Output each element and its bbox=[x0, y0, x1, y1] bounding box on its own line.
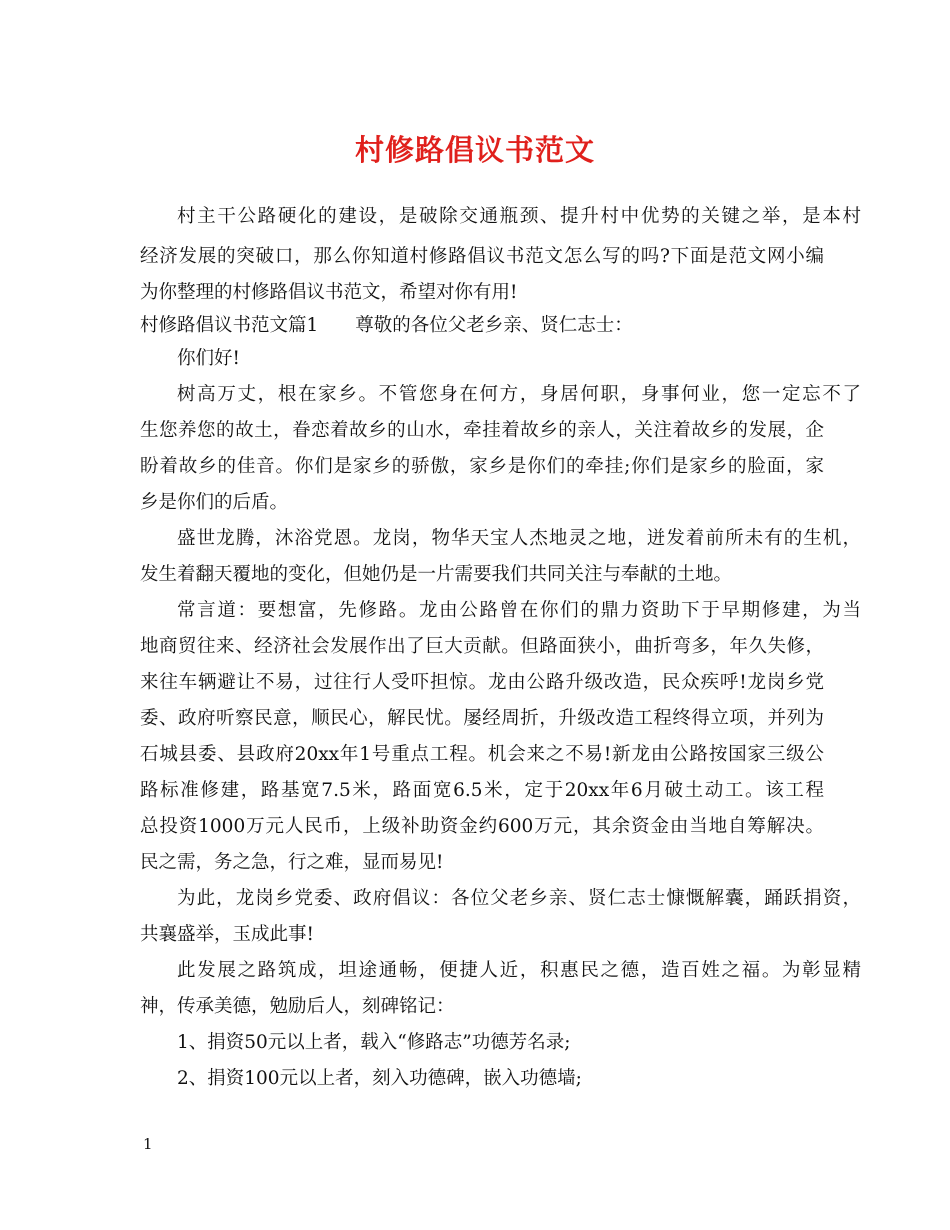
page-number: 1 bbox=[143, 1135, 153, 1153]
paragraph-line: 盛世龙腾，沐浴党恩。龙岗，物华天宝人杰地灵之地，迸发着前所未有的生机， bbox=[177, 528, 861, 549]
paragraph-line: 乡是你们的后盾。 bbox=[140, 492, 289, 513]
paragraph-line: 委、政府听察民意，顺民心，解民忧。屡经周折，升级改造工程终得立项，并列为 bbox=[140, 708, 824, 729]
paragraph-line: 你们好! bbox=[177, 348, 240, 369]
paragraph-line: 总投资1000万元人民币，上级补助资金约600万元，其余资金由当地自筹解决。 bbox=[140, 816, 824, 837]
paragraph-line: 树高万丈，根在家乡。不管您身在何方，身居何职，身事何业，您一定忘不了 bbox=[177, 384, 861, 405]
paragraph-line: 地商贸往来、经济社会发展作出了巨大贡献。但路面狭小，曲折弯多，年久失修， bbox=[140, 636, 824, 657]
paragraph-line: 此发展之路筑成，坦途通畅，便捷人近，积惠民之德，造百姓之福。为彰显精 bbox=[177, 960, 861, 981]
paragraph-line: 为此，龙岗乡党委、政府倡议：各位父老乡亲、贤仁志士慷慨解囊，踊跃捐资， bbox=[177, 888, 861, 909]
paragraph-line: 为你整理的村修路倡议书范文，希望对你有用! bbox=[140, 282, 518, 303]
paragraph-line: 经济发展的突破口，那么你知道村修路倡议书范文怎么写的吗?下面是范文网小编 bbox=[140, 246, 824, 267]
paragraph-line: 民之需，务之急，行之难，显而易见! bbox=[140, 852, 444, 873]
paragraph-line: 常言道：要想富，先修路。龙由公路曾在你们的鼎力资助下于早期修建，为当 bbox=[177, 600, 861, 621]
paragraph-line: 生您养您的故土，眷恋着故乡的山水，牵挂着故乡的亲人，关注着故乡的发展，企 bbox=[140, 420, 824, 441]
paragraph-line: 盼着故乡的佳音。你们是家乡的骄傲，家乡是你们的牵挂;你们是家乡的脸面，家 bbox=[140, 456, 824, 477]
paragraph-line: 来往车辆避让不易，过往行人受吓担惊。龙由公路升级改造，民众疾呼!龙岗乡党 bbox=[140, 672, 824, 693]
paragraph-line: 路标准修建，路基宽7.5米，路面宽6.5米，定于20xx年6月破土动工。该工程 bbox=[140, 780, 824, 801]
paragraph-line: 神，传承美德，勉励后人，刻碑铭记： bbox=[140, 996, 455, 1017]
section-heading-line: 村修路倡议书范文篇1 尊敬的各位父老乡亲、贤仁志士： bbox=[140, 315, 633, 336]
list-item: 1、捐资50元以上者，载入“修路志”功德芳名录; bbox=[177, 1032, 571, 1053]
list-item: 2、捐资100元以上者，刻入功德碑，嵌入功德墙; bbox=[177, 1068, 582, 1089]
paragraph-line: 发生着翻天覆地的变化，但她仍是一片需要我们共同关注与奉献的土地。 bbox=[140, 564, 733, 585]
page-title: 村修路倡议书范文 bbox=[354, 133, 595, 167]
paragraph-line: 村主干公路硬化的建设，是破除交通瓶颈、提升村中优势的关键之举，是本村 bbox=[177, 206, 861, 227]
paragraph-line: 石城县委、县政府20xx年1号重点工程。机会来之不易!新龙由公路按国家三级公 bbox=[140, 744, 824, 765]
paragraph-line: 共襄盛举，玉成此事! bbox=[140, 924, 314, 945]
